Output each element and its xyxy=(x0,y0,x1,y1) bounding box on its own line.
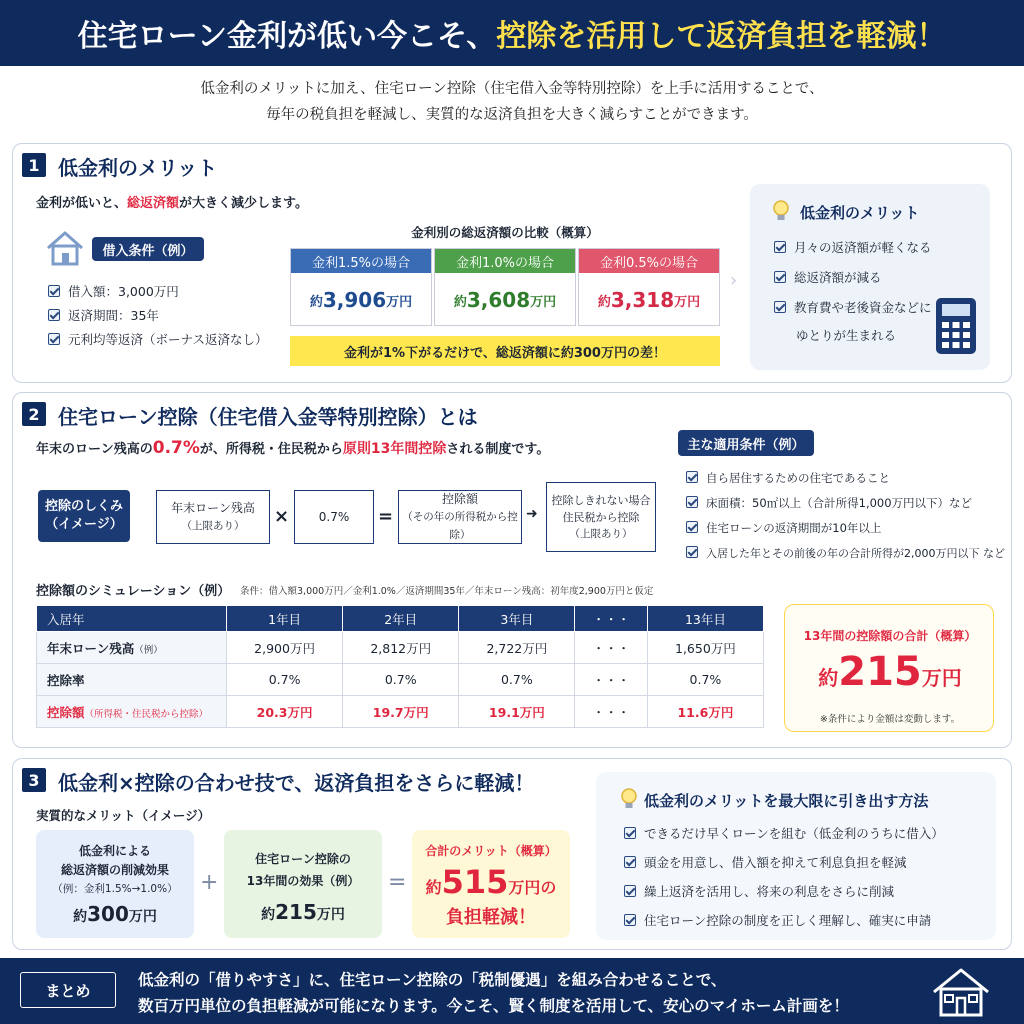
table-header-row xyxy=(37,606,764,632)
merit-card-total xyxy=(412,830,570,938)
condition-item xyxy=(48,282,179,300)
card-line: 13年間の効果（例） xyxy=(246,874,360,888)
tip-item xyxy=(624,853,907,871)
total-prefix: 約 xyxy=(818,666,839,690)
total-amount xyxy=(785,649,995,695)
merit-card-deduction xyxy=(224,830,382,938)
lead-text: 金利が低いと、 xyxy=(36,196,128,211)
amount-prefix: 約 xyxy=(597,294,611,310)
compare-title: 金利別の総返済額の比較（概算） xyxy=(411,225,599,240)
condition-text: 借入額：3,000万円 xyxy=(68,284,179,299)
intro-text xyxy=(0,76,1024,128)
simulation-table xyxy=(36,605,764,728)
equals-sign: = xyxy=(378,506,394,527)
card-value: 300 xyxy=(87,902,129,926)
simulation-title: 控除額のシミュレーション（例） xyxy=(36,584,231,599)
box-text: 年末ローン残高 xyxy=(171,501,255,515)
table-cell: 2,900万円 xyxy=(227,632,343,664)
equals-sign: = xyxy=(388,870,407,895)
lead-text-end: が大きく減少します。 xyxy=(179,196,308,211)
tip-item xyxy=(624,824,944,842)
section-lead xyxy=(36,192,308,211)
total-unit: 万円 xyxy=(921,666,962,690)
card-amount xyxy=(412,863,570,901)
merit-title: 低金利のメリット xyxy=(800,204,920,222)
amount-prefix: 約 xyxy=(453,294,467,310)
checkbox-icon xyxy=(774,271,786,283)
table-cell: 0.7% xyxy=(227,664,343,696)
tip-text: 繰上返済を活用し、将来の利息をさらに削減 xyxy=(644,884,895,899)
merit-item xyxy=(774,298,932,316)
table-cell: ・・・ xyxy=(575,696,647,728)
table-header: 2年目 xyxy=(343,606,459,632)
card-prefix: 約 xyxy=(73,909,88,925)
table-header: 1年目 xyxy=(227,606,343,632)
lead-text-end: される制度です。 xyxy=(446,442,550,457)
house-icon xyxy=(44,228,86,268)
condition-item xyxy=(48,330,268,348)
page-title-part2: 控除を活用して返済負担を軽減！ xyxy=(496,19,947,54)
formula-rate-box xyxy=(294,490,374,544)
box-subtext: （上限あり） xyxy=(569,527,633,540)
table-cell: 11.6万円 xyxy=(647,696,763,728)
card-value: 215 xyxy=(275,900,317,924)
card-unit: 万円 xyxy=(316,907,345,923)
mechanism-label-2: （イメージ） xyxy=(45,517,123,532)
merit-item xyxy=(774,268,882,286)
table-cell: 2,812万円 xyxy=(343,632,459,664)
card-amount xyxy=(36,902,194,926)
summary-line-1: 低金利の「借りやすさ」に、住宅ローン控除の「税制優遇」を組み合わせることで、 xyxy=(138,971,727,989)
condition-item xyxy=(686,495,972,511)
condition-text: 住宅ローンの返済期間が10年以上 xyxy=(706,521,882,535)
lightbulb-icon xyxy=(618,786,640,812)
amount-prefix: 約 xyxy=(309,294,323,310)
table-cell: 0.7% xyxy=(459,664,575,696)
conditions-label: 主な適用条件（例） xyxy=(678,430,814,456)
table-cell: ・・・ xyxy=(575,632,647,664)
house-icon xyxy=(930,966,992,1018)
amount-value: 3,318 xyxy=(610,288,675,312)
checkbox-icon xyxy=(624,856,636,868)
condition-text: 元利均等返済（ボーナス返済なし） xyxy=(68,332,268,347)
amount-unit: 万円 xyxy=(674,294,701,310)
table-row xyxy=(37,696,764,728)
checkbox-icon xyxy=(686,546,698,558)
table-cell: 19.1万円 xyxy=(459,696,575,728)
condition-text: 床面積：50㎡以上（合計所得1,000万円以下）など xyxy=(706,496,973,510)
card-line: （例：金利1.5%→1.0%） xyxy=(52,883,178,895)
highlight-banner: 金利が1%下がるだけで、総返済額に約300万円の差！ xyxy=(290,336,720,366)
rate-card-amount xyxy=(435,273,575,327)
total-title: 13年間の控除額の合計（概算） xyxy=(803,629,977,643)
section-lead xyxy=(36,438,549,458)
checkbox-icon xyxy=(48,285,60,297)
amount-value: 3,608 xyxy=(466,288,531,312)
page-header xyxy=(0,0,1024,66)
box-text: 控除額 xyxy=(441,492,478,506)
condition-text: 入居した年とその前後の年の合計所得が2,000万円以下 など xyxy=(706,547,1005,560)
table-row xyxy=(37,632,764,664)
tip-item xyxy=(624,911,931,929)
table-header: 3年目 xyxy=(459,606,575,632)
amount-value: 3,906 xyxy=(322,288,387,312)
box-text: 0.7% xyxy=(318,510,350,524)
summary-line-2: 数百万円単位の負担軽減が可能になります。今こそ、賢く制度を活用して、安心のマイホーム計画を！ xyxy=(138,997,849,1015)
card-line: 住宅ローン控除の xyxy=(255,852,351,866)
table-cell: 19.7万円 xyxy=(343,696,459,728)
total-deduction-card xyxy=(784,604,994,732)
table-row xyxy=(37,664,764,696)
merit-text: 総返済額が減る xyxy=(794,270,882,285)
box-text: 住民税から控除 xyxy=(562,510,640,524)
summary-label: まとめ xyxy=(20,972,116,1008)
tip-text: できるだけ早くローンを組む（低金利のうちに借入） xyxy=(644,826,944,841)
total-note: ※条件により金額は変動します。 xyxy=(819,714,961,725)
condition-text: 自ら居住するための住宅であること xyxy=(706,471,890,485)
table-header: 入居年 xyxy=(37,606,227,632)
merit-text: 教育費や老後資金などに xyxy=(794,300,932,315)
row-header-text: 年末ローン残高 xyxy=(47,640,135,656)
checkbox-icon xyxy=(774,301,786,313)
amount-unit: 万円 xyxy=(386,294,413,310)
condition-item xyxy=(686,545,1005,561)
formula-resident-tax-box xyxy=(546,482,656,552)
simulation-note: 条件：借入額3,000万円／金利1.0%／返済期間35年／年末ローン残高：初年度2,900万円と仮定 xyxy=(240,586,654,597)
section-subtitle: 実質的なメリット（イメージ） xyxy=(36,808,211,823)
plus-sign: + xyxy=(200,870,219,895)
page-title-part1: 住宅ローン金利が低い今こそ、 xyxy=(77,19,497,54)
checkbox-icon xyxy=(48,333,60,345)
card-line: 低金利による xyxy=(78,844,151,858)
card-unit: 万円 xyxy=(128,909,157,925)
mechanism-label xyxy=(38,490,130,542)
merit-text: 月々の返済額が軽くなる xyxy=(794,240,932,255)
merit-item xyxy=(774,238,932,256)
condition-item xyxy=(686,470,890,486)
amount-unit: 万円 xyxy=(530,294,557,310)
merit-item-cont: ゆとりが生まれる xyxy=(796,328,897,343)
row-header-note: （所得税・住民税から控除） xyxy=(84,708,209,720)
summary-footer xyxy=(0,958,1024,1024)
lead-text: が、所得税・住民税から xyxy=(199,442,343,457)
lead-period: 原則13年間控除 xyxy=(342,441,447,457)
condition-item xyxy=(686,520,881,536)
lead-rate: 0.7% xyxy=(152,438,200,458)
card-line: 総返済額の削減効果 xyxy=(60,863,169,877)
multiply-sign: × xyxy=(274,506,290,527)
row-header-note: （例） xyxy=(134,644,163,656)
arrow-right-icon: ➜ xyxy=(526,506,538,522)
merit-card-low-rate xyxy=(36,830,194,938)
card-tail: 負担軽減！ xyxy=(446,907,536,928)
rate-card-label: 金利1.0%の場合 xyxy=(435,249,575,273)
calculator-icon xyxy=(934,296,978,356)
box-subtext: （上限あり） xyxy=(181,520,245,532)
chevron-right-icon: › xyxy=(730,270,738,291)
card-amount xyxy=(224,900,382,924)
card-title: 合計のメリット（概算） xyxy=(425,844,557,858)
table-cell: 2,722万円 xyxy=(459,632,575,664)
section-title: 住宅ローン控除（住宅借入金等特別控除）とは xyxy=(58,405,478,429)
card-unit: 万円の xyxy=(508,878,557,897)
mechanism-label-1: 控除のしくみ xyxy=(44,499,123,514)
tips-title: 低金利のメリットを最大限に引き出す方法 xyxy=(644,792,929,810)
table-cell: 0.7% xyxy=(647,664,763,696)
condition-text: 返済期間：35年 xyxy=(68,308,159,323)
section-number: 2 xyxy=(22,402,46,426)
rate-card xyxy=(434,248,576,326)
section-title: 低金利のメリット xyxy=(58,156,218,180)
checkbox-icon xyxy=(624,885,636,897)
lead-text: 年末のローン残高の xyxy=(36,442,153,457)
row-header-text: 控除額 xyxy=(47,704,85,720)
total-value: 215 xyxy=(838,649,922,695)
row-header xyxy=(37,632,227,664)
checkbox-icon xyxy=(686,496,698,508)
checkbox-icon xyxy=(48,309,60,321)
tip-text: 住宅ローン控除の制度を正しく理解し、確実に申請 xyxy=(644,913,932,928)
table-cell: 20.3万円 xyxy=(227,696,343,728)
rate-card-label: 金利0.5%の場合 xyxy=(579,249,719,273)
intro-line-2: 毎年の税負担を軽減し、実質的な返済負担を大きく減らすことができます。 xyxy=(266,107,758,123)
section-number: 3 xyxy=(22,768,46,792)
table-cell: ・・・ xyxy=(575,664,647,696)
condition-item xyxy=(48,306,159,324)
checkbox-icon xyxy=(686,471,698,483)
checkbox-icon xyxy=(774,241,786,253)
lead-emphasis: 総返済額 xyxy=(127,196,180,211)
box-subtext: （その年の所得税から控除） xyxy=(402,511,518,541)
rate-card xyxy=(290,248,432,326)
intro-line-1: 低金利のメリットに加え、住宅ローン控除（住宅借入金等特別控除）を上手に活用することで、 xyxy=(200,81,824,97)
card-value: 515 xyxy=(441,863,509,901)
table-cell: 1,650万円 xyxy=(647,632,763,664)
checkbox-icon xyxy=(624,914,636,926)
conditions-label: 借入条件（例） xyxy=(92,237,204,261)
box-text: 控除しきれない場合 xyxy=(551,493,651,507)
row-header: 控除率 xyxy=(37,664,227,696)
formula-deduction-box xyxy=(398,490,522,544)
rate-card xyxy=(578,248,720,326)
row-header xyxy=(37,696,227,728)
lightbulb-icon xyxy=(770,198,792,224)
tip-text: 頭金を用意し、借入額を抑えて利息負担を軽減 xyxy=(644,855,907,870)
card-prefix: 約 xyxy=(425,878,442,897)
table-cell: 0.7% xyxy=(343,664,459,696)
formula-balance-box xyxy=(156,490,270,544)
table-header: ・・・ xyxy=(575,606,647,632)
section-title: 低金利×控除の合わせ技で、返済負担をさらに軽減！ xyxy=(58,771,535,795)
card-prefix: 約 xyxy=(261,907,276,923)
section-number: 1 xyxy=(22,153,46,177)
rate-card-amount xyxy=(579,273,719,327)
rate-card-label: 金利1.5%の場合 xyxy=(291,249,431,273)
rate-card-amount xyxy=(291,273,431,327)
checkbox-icon xyxy=(686,521,698,533)
checkbox-icon xyxy=(624,827,636,839)
tip-item xyxy=(624,882,894,900)
table-header: 13年目 xyxy=(647,606,763,632)
